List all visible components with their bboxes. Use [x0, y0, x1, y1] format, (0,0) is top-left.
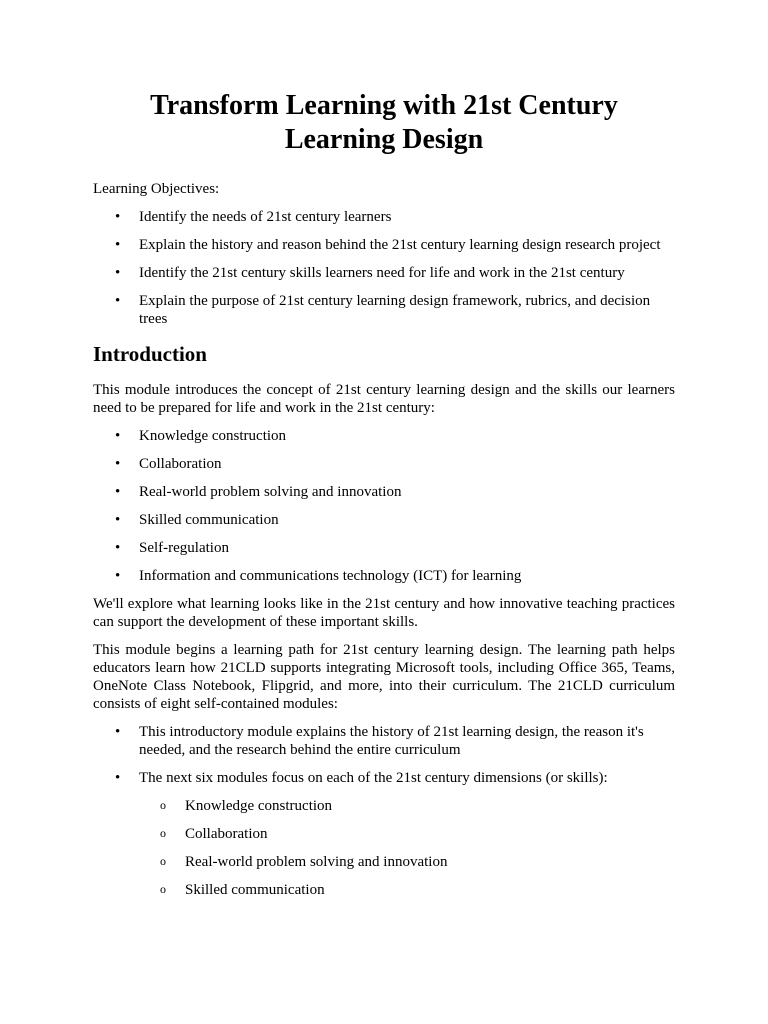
skills-list [93, 427, 675, 585]
skill-item: • Knowledge construction [93, 427, 675, 445]
dimension-item: o Collaboration [93, 825, 675, 843]
module-item: • The next six modules focus on each of the 21st century dimensions (or skills): [93, 769, 675, 787]
skill-item: • Self-regulation [93, 539, 675, 557]
dimension-item: o Real-world problem solving and innovation [93, 853, 675, 871]
skill-item: • Real-world problem solving and innovation [93, 483, 675, 501]
objective-item: • Explain the purpose of 21st century learning design framework, rubrics, and decision trees [93, 292, 675, 328]
modules-list [93, 723, 675, 787]
objective-item: • Explain the history and reason behind the 21st century learning design research project [93, 236, 675, 254]
dimension-item: o Knowledge construction [93, 797, 675, 815]
skill-item: • Collaboration [93, 455, 675, 473]
objectives-label: Learning Objectives: [93, 181, 220, 197]
introduction-heading: Introduction [93, 342, 207, 366]
document-title: Transform Learning with 21st Century Learning Design [150, 90, 618, 155]
skill-item: • Information and communications technology (ICT) for learning [93, 567, 675, 585]
skill-item: • Skilled communication [93, 511, 675, 529]
objective-item: • Identify the 21st century skills learners need for life and work in the 21st century [93, 264, 675, 282]
objective-item: • Identify the needs of 21st century learners [93, 208, 675, 226]
document-body [93, 180, 675, 899]
dimensions-list [93, 797, 675, 899]
intro-paragraph: This module introduces the concept of 21st century learning design and the skills our learners need to be prepared for life and work in the 21st century: [93, 382, 675, 416]
learning-path-paragraph: This module begins a learning path for 21st century learning design. The learning path helps educators learn how 21CLD supports integrating Microsoft tools, including Office 365, Teams, OneNote Class Notebook, Flipgrid, and more, into their curriculum. The 21CLD curriculum consists of eight self-contained modules: [93, 642, 675, 712]
module-item: • This introductory module explains the history of 21st learning design, the reason it's needed, and the research behind the entire curriculum [93, 723, 675, 759]
explore-paragraph: We'll explore what learning looks like in the 21st century and how innovative teaching practices can support the development of these important skills. [93, 596, 675, 630]
dimension-item: o Skilled communication [93, 881, 675, 899]
objectives-list [93, 208, 675, 328]
